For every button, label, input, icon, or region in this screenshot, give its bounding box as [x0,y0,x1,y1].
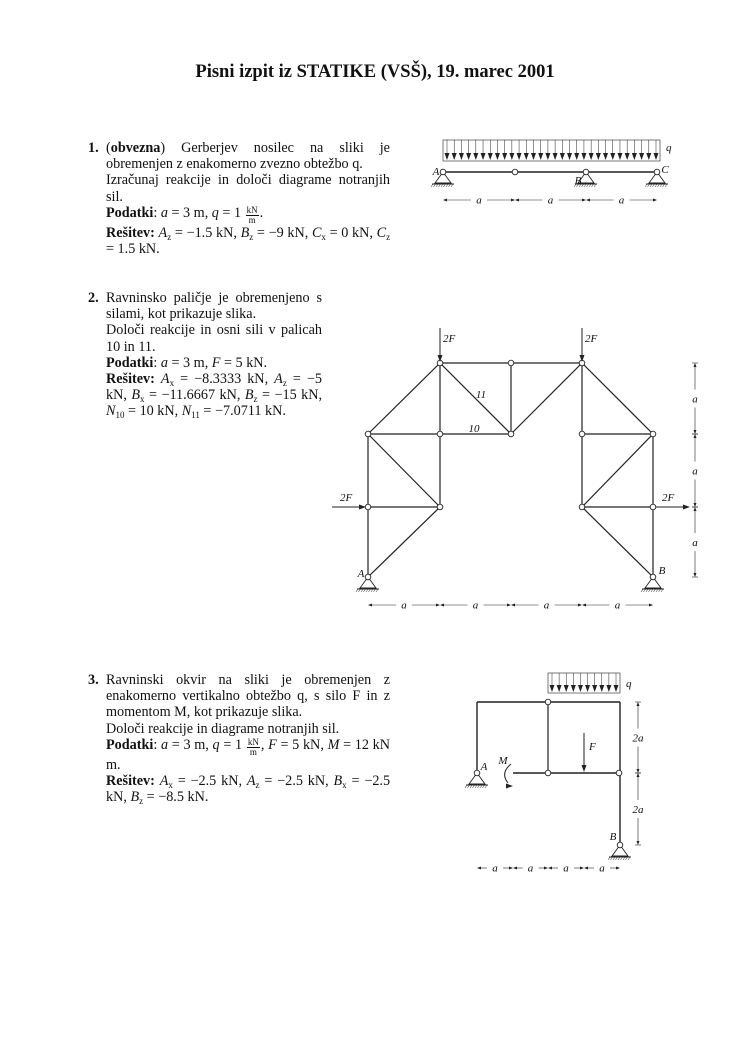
value: = 5 kN. [220,354,268,371]
dimension-label: 2a [632,804,644,816]
subscript: x [168,780,173,791]
load-arrow-icon [538,153,543,160]
subscript: z [282,378,287,389]
variable: N [181,403,192,420]
force-label: 2F [443,333,456,345]
variable: B [130,789,140,806]
hinge-joint [508,431,514,437]
truss-bar [582,507,653,577]
load-arrow-icon [574,153,579,160]
problem-number: 3. [88,672,99,688]
task-text: Določi reakcije in diagrame notranjih sil. [106,720,340,737]
hinge-joint [474,770,480,776]
resitev-label: Rešitev: [106,773,155,790]
unit-denominator: m [249,746,257,757]
load-arrow-icon [603,153,608,160]
hinge-joint [365,504,371,510]
hinge-joint [650,574,656,580]
load-arrow-icon [567,153,572,160]
hinge-joint [650,431,656,437]
hinge-joint [440,169,446,175]
solution: Rešitev: $A_x = -8.3333$ kN, $A_z = -5$ kN, $B_x = -11.6667$ kN, $B_z = -15$ kN, $N_{10} = 10$ kN, $N_{11} = -7.0711$ kN. [106,371,323,421]
problem-number: 2. [88,290,99,306]
hinge-joint [437,431,443,437]
variable: q [211,204,219,221]
subscript: z [255,780,260,791]
truss-bar [368,363,440,434]
subscript: z [386,231,391,242]
support-label-b: B [658,565,666,577]
hinge-joint [654,169,660,175]
value: = −2.5 kN [106,773,391,806]
value: = −2.5 kN [259,773,326,790]
load-arrow-icon [646,153,651,160]
force-label: 2F [662,492,675,504]
value: = −1.5 kN [171,224,234,241]
force-label: 2F [340,492,353,504]
force-arrow-icon [359,505,366,510]
hinge-joint [545,699,551,705]
load-arrow-icon [578,685,583,692]
value: = 1 [218,204,245,221]
value: = 12 kN m. [106,736,391,773]
bar-label-10: 10 [468,423,480,435]
value: = 3 m [167,354,205,371]
value: = 1.5 kN. [106,241,160,258]
resitev-label: Rešitev: [106,224,155,241]
load-arrow-icon [599,685,604,692]
statement-text: Gerberjev nosilec na sliki je obremenjen z enakomerno zvezno obtežbo q. [106,140,390,173]
value: = 5 kN [276,736,321,753]
load-arrow-icon [581,153,586,160]
task-text: Določi reakcije in osni sili v palicah 10 in 11. [106,322,322,355]
problem-number: 1. [88,140,99,156]
subscript: 11 [191,410,200,421]
moment-arrow-icon [506,784,513,789]
bar-label-11: 11 [475,389,487,401]
load-arrow-icon [625,153,630,160]
subscript: x [342,780,347,791]
dimension-label: 2a [632,732,644,745]
hinge-joint [650,504,656,510]
resitev-label: Rešitev: [106,371,155,388]
hinge-joint [579,504,585,510]
load-arrow-icon [639,153,644,160]
load-arrow-icon [585,685,590,692]
support-label-a: A [480,761,488,773]
subscript: z [139,796,144,807]
dimension-label: a [543,599,550,612]
truss-bar [368,507,440,577]
force-arrow-icon [582,765,587,772]
load-arrow-icon [654,153,659,160]
dimension-label: a [476,194,482,207]
load-arrow-icon [550,685,555,692]
load-arrow-icon [488,153,493,160]
podatki-label: Podatki [106,204,154,221]
hinge-joint [583,169,589,175]
dimension-label: a [472,599,479,612]
variable: A [159,773,169,790]
podatki-label: Podatki [106,354,154,371]
given-data: Podatki: a = 3 m, q = 1 $\frac{kN}{m}$ . [106,204,264,225]
load-arrow-icon [614,685,619,692]
force-label-f: F [589,741,596,753]
load-arrow-icon [473,153,478,160]
variable: a [160,354,168,371]
page-title: Pisni izpit iz STATIKE (VSŠ), 19. marec 2001 [195,62,555,82]
load-arrow-icon [452,153,457,160]
support-label-b: B [574,175,582,187]
solution: Rešitev: $A_x = -2.5$ kN, $A_z = -2.5$ kN, $B_x = -2.5$ kN, $B_z = -8.5$ kN. [106,773,391,807]
load-arrow-icon [524,153,529,160]
load-arrow-icon [571,685,576,692]
subscript: z [253,394,258,405]
variable: q [212,736,220,753]
variable: a [160,204,168,221]
hinge-joint [437,504,443,510]
punct: . [259,204,264,221]
load-arrow-icon [509,153,514,160]
task-text: Izračunaj reakcije in določi diagrame notranjih sil. [106,172,390,205]
truss-bar [511,363,582,434]
value: = −11.6667 kN [144,387,237,404]
problem-statement: (obvezna) Gerberjev nosilec na sliki je obremenjen z enakomerno zvezno obtežbo q. [106,140,390,173]
variable: B [131,387,141,404]
support-label-c: C [661,164,669,176]
load-arrow-icon [560,153,565,160]
variable: B [333,773,343,790]
variable: A [246,773,256,790]
given-data: Podatki: a = 3 m, q = 1 $\frac{kN}{m}$ , F = 5 kN, M = 12 kN m. [106,736,391,773]
dimension-label: a [692,393,698,406]
variable: C [376,224,387,241]
load-arrow-icon [459,153,464,160]
load-arrow-icon [531,153,536,160]
hinge-joint [365,431,371,437]
variable: A [160,371,170,388]
hinge-joint [579,431,585,437]
load-arrow-icon [596,153,601,160]
load-label-q: q [626,678,632,690]
value: = −8.3333 kN [174,371,265,388]
hinge-joint [508,360,514,366]
variable: A [274,371,283,388]
load-arrow-icon [592,685,597,692]
dimension-label: a [614,599,621,612]
load-arrow-icon [517,153,522,160]
variable: N [106,403,116,420]
unit-denominator: m [248,214,256,225]
value: = 10 kN [124,403,175,420]
hinge-joint [545,770,551,776]
value: = 3 m [168,736,206,753]
value: = −7.0711 kN. [199,403,286,420]
variable: A [158,224,168,241]
truss-bar [368,434,440,507]
variable: C [311,224,322,241]
variable: M [327,736,340,753]
dimension-label: a [618,194,625,207]
dimension-label: a [692,465,698,478]
value: = −5 kN [106,371,323,404]
moment-label-m: M [498,755,508,767]
value: = 3 m [167,204,205,221]
load-label-q: q [666,142,672,154]
load-arrow-icon [617,153,622,160]
dimension-label: a [599,862,605,875]
value: = 1 [219,736,246,753]
load-arrow-icon [481,153,486,160]
dimension-label: a [547,194,554,207]
subscript: x [169,378,175,389]
dimension-label: a [692,537,698,549]
unit-numerator: kN [246,204,258,215]
hinge-joint [616,770,622,776]
value: = −8.5 kN. [143,789,209,806]
solution: Rešitev: $A_z = -1.5$ kN, $B_z = -9$ kN, $C_x = 0$ kN, $C_z = 1.5$ kN. [106,224,391,258]
dimension-label: a [527,862,534,875]
subscript: x [321,231,326,242]
subscript: z [167,231,172,242]
subscript: x [140,394,145,405]
variable: F [211,354,221,371]
truss-bar [582,434,653,507]
value: = −2.5 kN [172,773,239,790]
dimension-label: a [563,862,569,875]
load-arrow-icon [545,153,550,160]
load-arrow-icon [632,153,637,160]
force-label: 2F [585,333,598,345]
variable: a [160,736,169,753]
given-data: Podatki: a = 3 m, F = 5 kN. [106,354,268,371]
support-label-b: B [609,831,617,843]
unit-numerator: kN [247,736,259,747]
dimension-label: a [401,599,407,612]
support-label-a: A [432,166,440,178]
statement-text: Ravninski okvir na sliki je obremenjen z enakomerno vertikalno obtežbo q, s silo F in z momentom M, kot prikazuje slika. [106,672,390,721]
value: = −15 kN [257,387,319,404]
load-arrow-icon [557,685,562,692]
load-arrow-icon [445,153,450,160]
dimension-label: a [492,862,498,875]
load-arrow-icon [589,153,594,160]
variable: B [240,224,250,241]
value: = 0 kN [325,224,370,241]
load-arrow-icon [495,153,500,160]
hinge-joint [365,574,371,580]
load-arrow-icon [610,153,615,160]
podatki-label: Podatki [106,736,154,753]
variable: F [268,736,277,753]
hinge-joint [617,842,623,848]
statement-text: Ravninsko paličje je obremenjeno s silami, kot prikazuje slika. [106,290,322,323]
load-arrow-icon [606,685,611,692]
support-label-a: A [357,568,365,580]
value: = −9 kN [253,224,305,241]
mandatory-label: obvezna [110,140,161,156]
subscript: 10 [115,410,125,421]
truss-bar [582,363,653,434]
hinge-joint [512,169,518,175]
load-arrow-icon [466,153,471,160]
subscript: z [249,231,254,242]
load-arrow-icon [553,153,558,160]
variable: B [244,387,254,404]
load-arrow-icon [564,685,569,692]
load-arrow-icon [502,153,507,160]
force-arrow-icon [683,505,690,510]
